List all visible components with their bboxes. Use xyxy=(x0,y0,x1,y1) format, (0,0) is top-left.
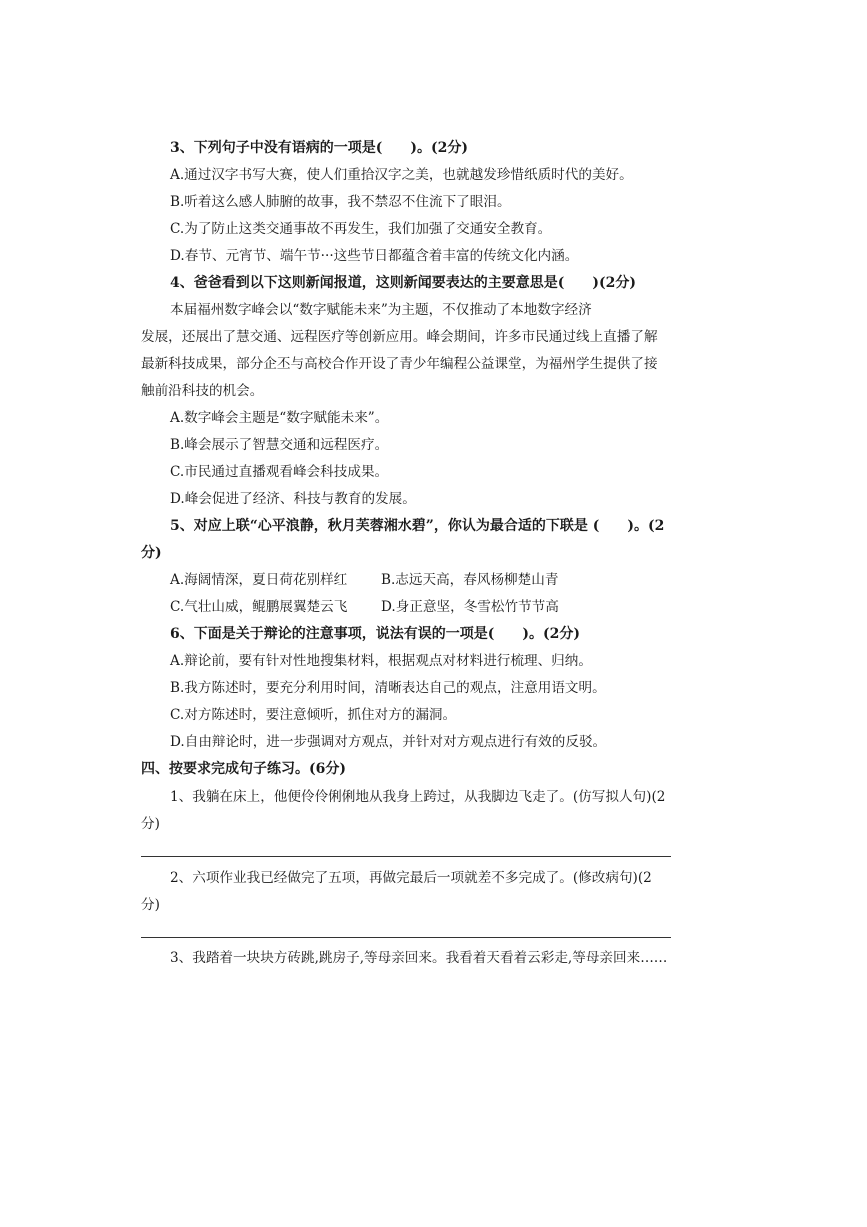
question-5-option-c: C.气壮山威，鲲鹏展翼楚云飞 xyxy=(170,599,348,615)
question-4-option-a: A.数字峰会主题是“数字赋能未来”。 xyxy=(170,410,389,426)
question-4-option-d: D.峰会促进了经济、科技与教育的发展。 xyxy=(170,491,416,507)
question-4-option-c: C.市民通过直播观看峰会科技成果。 xyxy=(170,464,389,480)
section-4-item-2-continued: 分) xyxy=(141,897,160,913)
question-6-title: 6、下面是关于辩论的注意事项，说法有误的一项是( )。(2分) xyxy=(170,626,580,642)
section-4-title: 四、按要求完成句子练习。(6分) xyxy=(141,761,346,777)
question-3-option-b: B.听着这么感人肺腑的故事，我不禁忍不住流下了眼泪。 xyxy=(170,194,511,210)
question-6-option-a: A.辩论前，要有针对性地搜集材料，根据观点对材料进行梳理、归纳。 xyxy=(170,653,592,669)
question-5-option-d: D.身正意坚，冬雪松竹节节高 xyxy=(381,599,559,615)
question-3-title: 3、下列句子中没有语病的一项是( )。(2分) xyxy=(170,140,468,156)
question-5-title-continued: 分) xyxy=(141,545,162,561)
question-3-option-c: C.为了防止这类交通事故不再发生，我们加强了交通安全教育。 xyxy=(170,221,552,237)
question-4-passage-line-2: 发展，还展出了慧交通、远程医疗等创新应用。峰会期间，许多市民通过线上直播了解 xyxy=(141,329,658,345)
question-4-passage-line-3: 最新科技成果，部分企丕与高校合作开设了青少年编程公益课堂，为福州学生提供了接 xyxy=(141,356,658,372)
answer-line-1[interactable] xyxy=(141,856,671,857)
question-4-option-b: B.峰会展示了智慧交通和远程医疗。 xyxy=(170,437,389,453)
section-4-item-1: 1、我躺在床上，他便伶伶俐俐地从我身上跨过，从我脚边飞走了。(仿写拟人句)(2 xyxy=(170,789,666,805)
question-6-option-d: D.自由辩论时，进一步强调对方观点，并针对对方观点进行有效的反驳。 xyxy=(170,734,607,750)
section-4-item-1-continued: 分) xyxy=(141,816,160,832)
question-5-title: 5、对应上联“心平浪静，秋月芙蓉湘水碧”，你认为最合适的下联是 ( )。(2 xyxy=(170,518,665,534)
question-6-option-c: C.对方陈述时，要注意倾听，抓住对方的漏洞。 xyxy=(170,707,457,723)
answer-line-2[interactable] xyxy=(141,937,671,938)
question-6-option-b: B.我方陈述时，要充分利用时间，清晰表达自己的观点，注意用语文明。 xyxy=(170,680,606,696)
question-3-option-a: A.通过汉字书写大赛，使人们重拾汉字之美，也就越发珍惜纸质时代的美好。 xyxy=(170,167,633,183)
question-5-option-b: B.志远天高，春风杨柳楚山青 xyxy=(381,572,559,588)
section-4-item-3: 3、我踏着一块块方砖跳,跳房子,等母亲回来。我看着天看着云彩走,等母亲回来…… xyxy=(170,950,668,966)
question-4-passage-line-4: 触前沿科技的机会。 xyxy=(141,383,264,399)
question-4-title: 4、爸爸看到以下这则新闻报道，这则新闻要表达的主要意思是( )(2分) xyxy=(170,275,636,291)
question-3-option-d: D.春节、元宵节、端午节···这些节日都蕴含着丰富的传统文化内涵。 xyxy=(170,248,579,264)
section-4-item-2: 2、六项作业我已经做完了五项，再做完最后一项就差不多完成了。(修改病句)(2 xyxy=(170,870,652,886)
question-4-passage-line-1: 本届福州数字峰会以“数字赋能未来”为主题，不仅推动了本地数字经济 xyxy=(170,302,592,318)
question-5-option-a: A.海阔情深，夏日荷花别样红 xyxy=(170,572,348,588)
